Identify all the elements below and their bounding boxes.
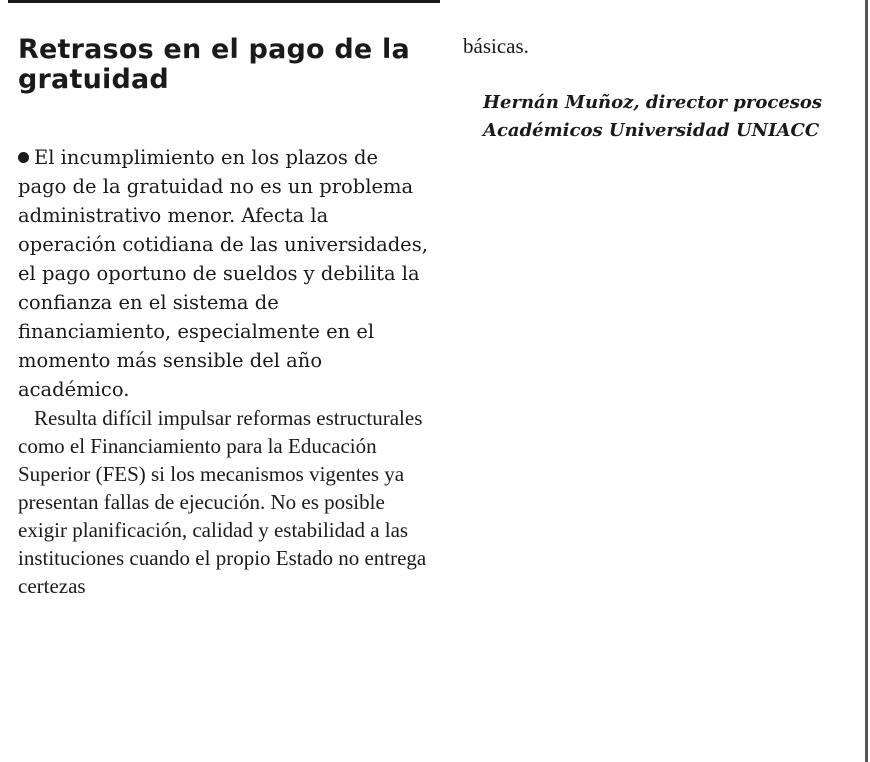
signature-line-2: Académicos Universidad UNIACC <box>483 120 820 141</box>
letter-column-left <box>18 35 430 600</box>
letter-paragraph-2: Resulta difícil impulsar reformas estructurales como el Financiamiento para la Educación Superior (FES) si los mecanismos vigentes ya presentan fallas de ejecución. No es posible exigir planificación, calidad y estabilidad a las instituciones cuando el propio Estado no entrega certezas <box>18 406 427 598</box>
signature-line-1: Hernán Muñoz, director procesos <box>483 92 823 113</box>
paragraph-1-text: El incumplimiento en los plazos de pago de la gratuidad no es un problema administrativo menor. Afecta la operación cotidiana de las universidades, el pago oportuno de sueldos y debilita la confianza en el sistema de financiamiento, especialmente en el momento más sensible del año académico. <box>18 146 428 401</box>
paragraph-continuation: básicas. <box>463 34 529 58</box>
letter-signature <box>483 89 863 145</box>
letter-column-right <box>463 33 863 145</box>
letter-headline: Retrasos en el pago de la gratuidad <box>18 34 410 95</box>
bullet-icon <box>18 152 29 163</box>
top-rule <box>8 0 440 3</box>
page-edge-rule <box>865 0 868 762</box>
letter-paragraph-1 <box>18 143 430 404</box>
